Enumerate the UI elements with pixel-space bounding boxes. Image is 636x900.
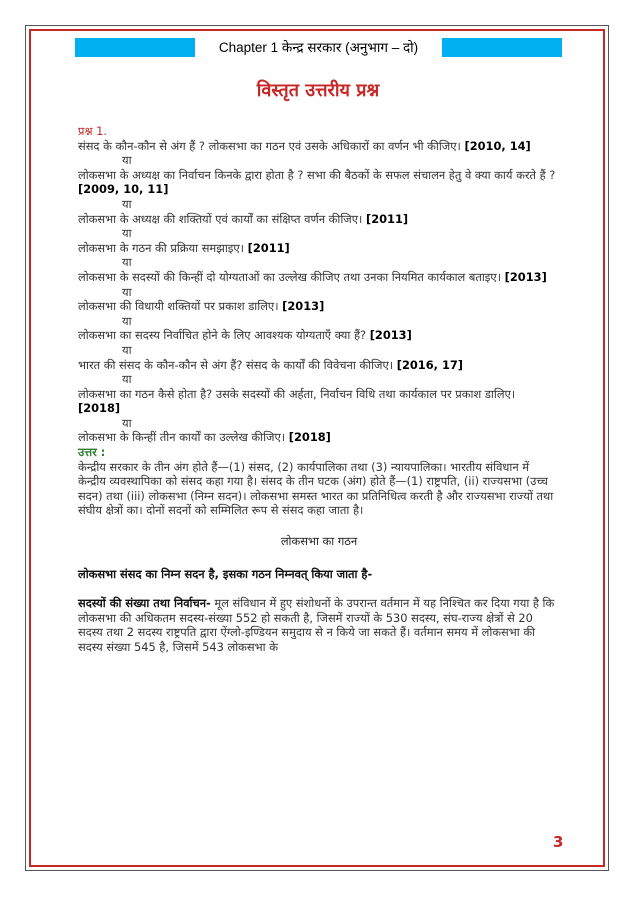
document-body bbox=[78, 124, 560, 655]
question-text: लोकसभा की विधायी शक्तियों पर प्रकाश डालिए। bbox=[78, 299, 279, 314]
question-years: [2018] bbox=[288, 430, 331, 445]
question-text: लोकसभा के किन्हीं तीन कार्यों का उल्लेख कीजिए। bbox=[78, 430, 286, 445]
question-label: प्रश्न 1. bbox=[78, 124, 108, 138]
or-separator: या bbox=[122, 342, 132, 357]
question-text: संसद के कौन-कौन से अंग हैं ? लोकसभा का गठन एवं उसके अधिकारों का वर्णन भी कीजिए। bbox=[78, 138, 461, 153]
question-text: लोकसभा के अध्यक्ष की शक्तियों एवं कार्यों का संक्षिप्त वर्णन कीजिए। bbox=[78, 211, 363, 226]
question-text: लोकसभा के गठन की प्रक्रिया समझाइए। bbox=[78, 240, 245, 255]
or-separator: या bbox=[122, 255, 132, 270]
question-text: लोकसभा का गठन कैसे होता है? उसके सदस्यों की अर्हता, निर्वाचन विधि तथा कार्यकाल पर प्रकाश डालिए। bbox=[78, 386, 516, 401]
or-separator: या bbox=[122, 313, 132, 328]
header-band-left bbox=[75, 38, 195, 57]
question-text: लोकसभा का सदस्य निर्वाचित होने के लिए आवश्यक योग्यताएँ क्या हैं? bbox=[78, 328, 367, 343]
question-years: [2016, 17] bbox=[396, 357, 464, 372]
formation-statement: लोकसभा संसद का निम्न सदन है, इसका गठन निम्नवत् किया जाता है- bbox=[78, 566, 373, 581]
question-text: लोकसभा के अध्यक्ष का निर्वाचन किनके द्वारा होता है ? सभा की बैठकों के सफल संचालन हेतु वे क्या कार्य करते हैं ? bbox=[78, 167, 556, 182]
members-paragraph-text: मूल संविधान में हुए संशोधनों के उपरान्त वर्तमान में यह निश्चित कर दिया गया है कि लोकसभा की अधिकतम सदस्य-संख्या 552 हो सकती है, जिसमें राज्यों के 530 सदस्य, संघ-राज्य क्षेत्रों से 20 सदस्य तथा 2 सदस्य राष्ट्रपति द्वारा ऐंग्लो-इण्डियन समुदाय से न किये जा सकते हैं। वर्तमान समय में लोकसभा की सदस्य संख्या 545 है, जिसमें 543 लोकसभा के bbox=[78, 596, 555, 654]
question-years: [2013] bbox=[504, 269, 547, 284]
answer-label: उत्तर : bbox=[78, 445, 106, 460]
question-item bbox=[78, 358, 560, 373]
question-years: [2011] bbox=[365, 211, 409, 226]
question-item bbox=[78, 139, 560, 154]
question-item bbox=[78, 212, 560, 227]
chapter-title: Chapter 1 केन्द्र सरकार (अनुभाग – दो) bbox=[218, 40, 419, 55]
question-item bbox=[78, 328, 560, 343]
answer-intro: केन्द्रीय सरकार के तीन अंग होते हैं—(1) संसद, (2) कार्यपालिका तथा (3) न्यायपालिका। भारतीय संविधान में केन्द्रीय व्यवस्थापिका को संसद कहा गया है। संसद के तीन घटक (अंग) होते हैं—(1) राष्ट्रपति, (ii) राज्यसभा (उच्च सदन) तथा (iii) लोकसभा (निम्न सदन)। लोकसभा समस्त भारत का प्रतिनिधित्व करती है और राज्यसभा राज्यों तथा संघीय क्षेत्रों का। दोनों सदनों को सम्मिलित रूप से संसद कहा जाता है। bbox=[78, 459, 554, 518]
page-number: 3 bbox=[553, 833, 564, 851]
question-item bbox=[78, 270, 560, 285]
header-band-right bbox=[442, 38, 562, 57]
or-separator: या bbox=[122, 226, 132, 241]
question-years: [2018] bbox=[78, 401, 121, 416]
members-paragraph bbox=[78, 596, 560, 654]
question-years: [2010, 14] bbox=[464, 138, 531, 153]
members-paragraph-title: सदस्यों की संख्या तथा निर्वाचन- bbox=[78, 596, 211, 611]
or-separator: या bbox=[122, 153, 132, 168]
or-separator: या bbox=[122, 196, 132, 211]
question-years: [2013] bbox=[369, 328, 412, 343]
question-item bbox=[78, 299, 560, 314]
question-years: [2013] bbox=[282, 299, 325, 314]
question-item bbox=[78, 430, 560, 445]
or-separator: या bbox=[122, 372, 132, 387]
or-separator: या bbox=[122, 284, 132, 299]
question-years: [2009, 10, 11] bbox=[78, 182, 169, 197]
question-text: भारत की संसद के कौन-कौन से अंग हैं? संसद के कार्यों की विवेचना कीजिए। bbox=[78, 357, 394, 372]
subheading-lok-sabha-formation: लोकसभा का गठन bbox=[280, 534, 358, 549]
or-separator: या bbox=[122, 415, 132, 430]
question-text: लोकसभा के सदस्यों की किन्हीं दो योग्यताओं का उल्लेख कीजिए तथा उनका नियमित कार्यकाल बताइए। bbox=[78, 269, 502, 284]
question-item bbox=[78, 387, 560, 416]
section-heading: विस्तृत उत्तरीय प्रश्न bbox=[256, 80, 380, 101]
question-years: [2011] bbox=[247, 240, 290, 255]
question-item bbox=[78, 241, 560, 256]
question-item bbox=[78, 168, 560, 197]
